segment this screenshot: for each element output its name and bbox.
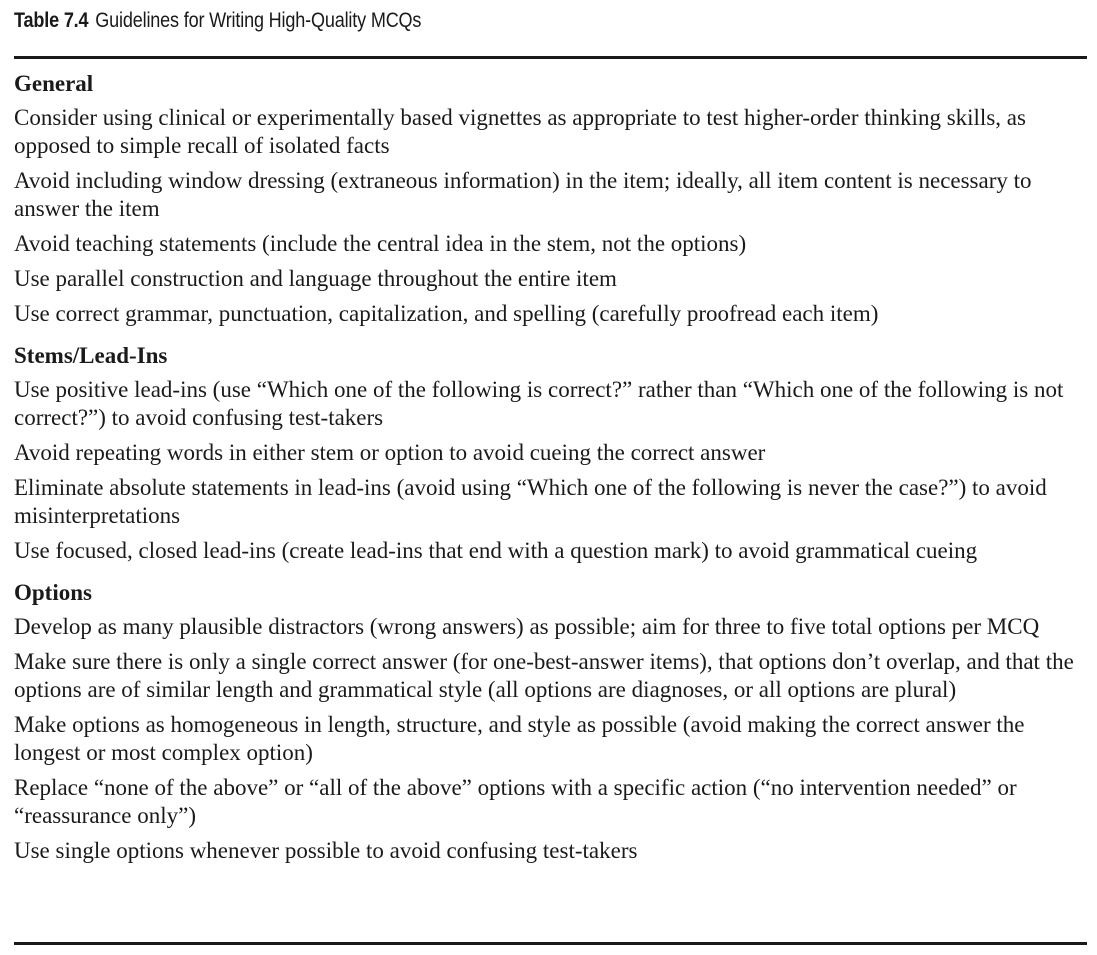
section-heading-general: General (14, 71, 94, 96)
guideline-item: Avoid teaching statements (include the central idea in the stem, not the options) (14, 231, 747, 256)
guideline-item: Avoid including window dressing (extraneous information) in the item; ideally, all item content is necessary to answer the item (14, 168, 1032, 221)
table-number: Table 7.4 (14, 9, 89, 32)
table-body (14, 70, 1084, 865)
guideline-item: Eliminate absolute statements in lead-ins (avoid using “Which one of the following is never the case?”) to avoid misinterpretations (14, 475, 1047, 528)
guideline-item: Use parallel construction and language throughout the entire item (14, 266, 617, 291)
guideline-item: Replace “none of the above” or “all of the above” options with a specific action (“no intervention needed” or “reassurance only”) (14, 775, 1017, 828)
guideline-item: Use single options whenever possible to avoid confusing test-takers (14, 838, 638, 863)
guideline-item: Develop as many plausible distractors (wrong answers) as possible; aim for three to five total options per MCQ (14, 614, 1040, 639)
section-heading-stems-lead-ins: Stems/Lead-Ins (14, 343, 168, 368)
table-caption (14, 6, 421, 36)
guideline-item: Consider using clinical or experimentally based vignettes as appropriate to test higher-order thinking skills, as opposed to simple recall of isolated facts (14, 105, 1026, 158)
guideline-item: Use correct grammar, punctuation, capitalization, and spelling (carefully proofread each item) (14, 301, 879, 326)
guideline-item: Make options as homogeneous in length, structure, and style as possible (avoid making the correct answer the longest or most complex option) (14, 712, 1025, 765)
guideline-item: Use positive lead-ins (use “Which one of the following is correct?” rather than “Which one of the following is not correct?”) to avoid confusing test-takers (14, 377, 1064, 430)
table-title: Guidelines for Writing High-Quality MCQs (95, 9, 422, 32)
bottom-rule (14, 942, 1087, 945)
guideline-item: Use focused, closed lead-ins (create lead-ins that end with a question mark) to avoid grammatical cueing (14, 538, 978, 563)
section-heading-options: Options (14, 580, 92, 605)
guideline-item: Avoid repeating words in either stem or option to avoid cueing the correct answer (14, 440, 766, 465)
guideline-item: Make sure there is only a single correct answer (for one-best-answer items), that options don’t overlap, and that the options are of similar length and grammatical style (all options are diagnoses, or all options are plural) (14, 649, 1074, 702)
top-rule (14, 56, 1087, 59)
